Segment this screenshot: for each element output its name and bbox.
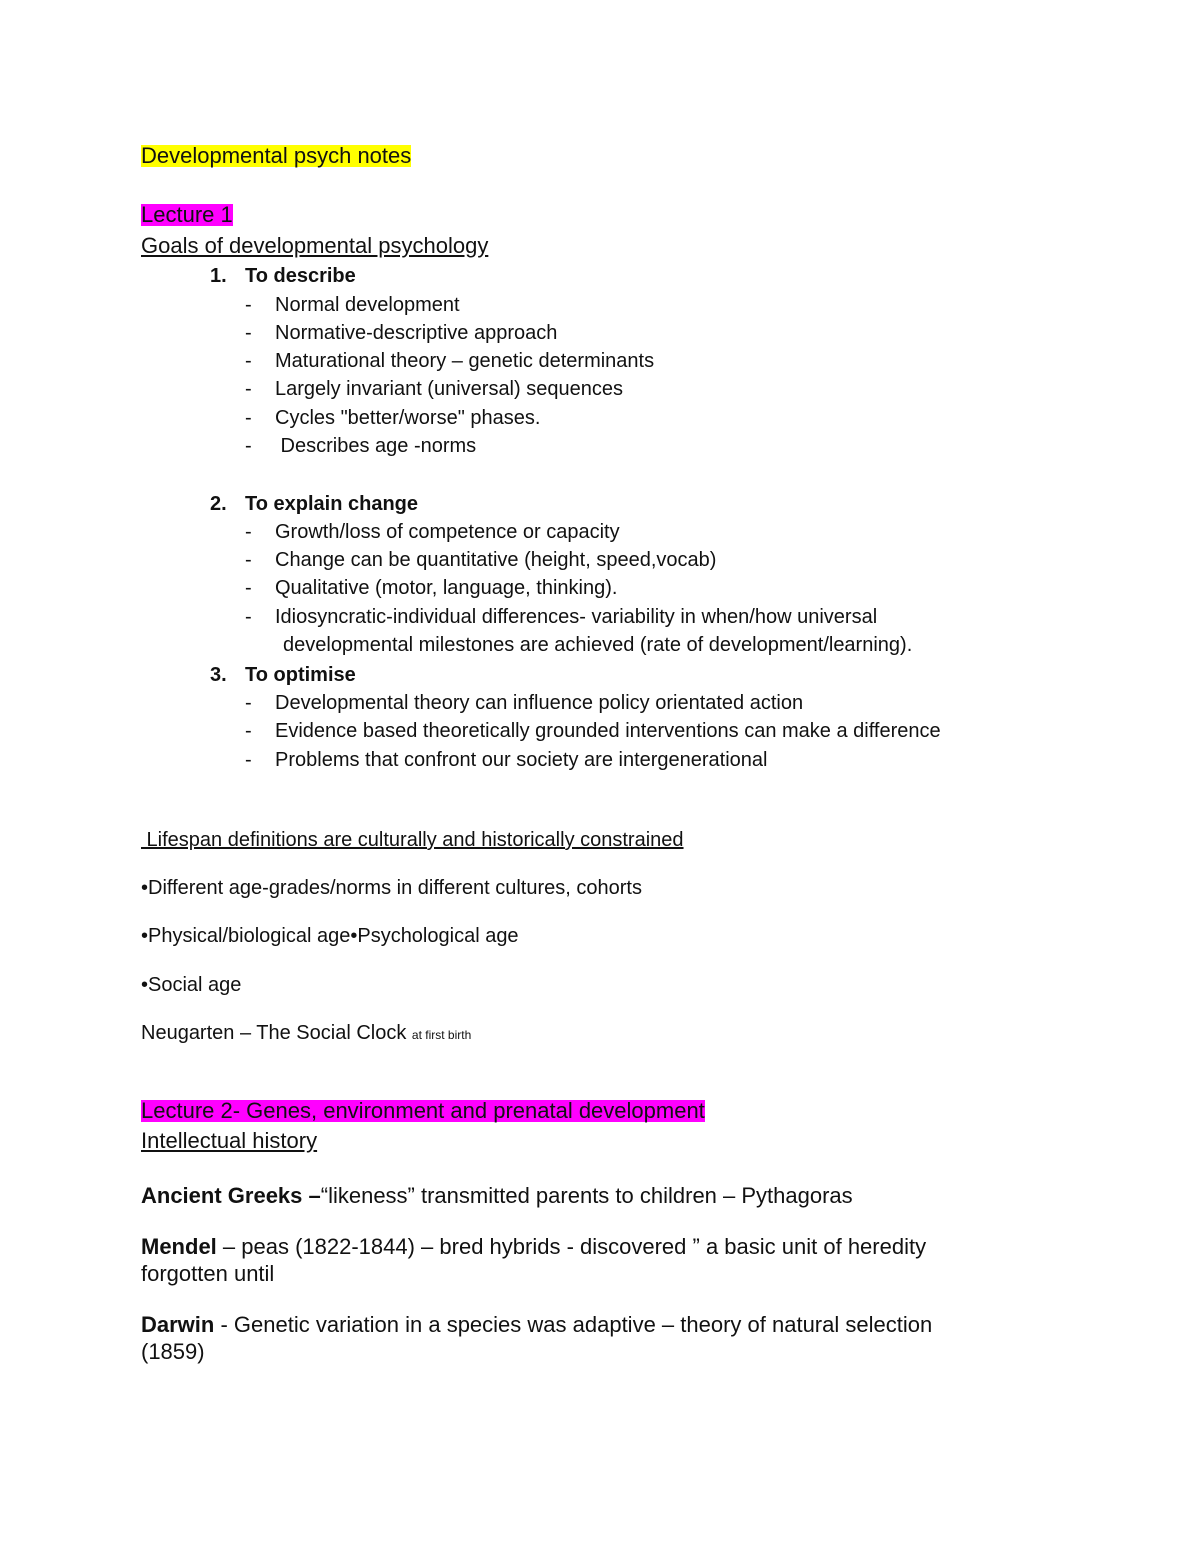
list-item: Normal development	[275, 294, 460, 316]
bullet-item: •Social age	[141, 974, 242, 996]
history-entry-mendel	[141, 1236, 926, 1258]
goal3-number: 3.	[210, 664, 227, 686]
lifespan-heading: Lifespan definitions are culturally and historically constrained	[141, 829, 684, 851]
list-dash: -	[245, 720, 252, 742]
lecture2-subheading: Intellectual history	[141, 1128, 318, 1153]
entry-text: - Genetic variation in a species was adaptive – theory of natural selection	[214, 1312, 933, 1337]
neugarten-text: Neugarten – The Social Clock	[141, 1022, 412, 1044]
neugarten-line	[141, 1023, 471, 1043]
list-item: Developmental theory can influence policy orientated action	[275, 692, 804, 714]
list-item: Maturational theory – genetic determinants	[275, 350, 655, 372]
entry-name: Darwin	[141, 1312, 215, 1337]
list-dash: -	[245, 294, 252, 316]
list-item: Growth/loss of competence or capacity	[275, 521, 620, 543]
goal2-number: 2.	[210, 493, 227, 515]
list-dash: -	[245, 322, 252, 344]
goal3-title: To optimise	[245, 664, 356, 686]
list-item: Cycles "better/worse" phases.	[275, 407, 541, 429]
goal2-title: To explain change	[245, 493, 418, 515]
doc-title: Developmental psych notes	[141, 143, 412, 168]
entry-name: Mendel	[141, 1234, 217, 1259]
list-dash: -	[245, 350, 252, 372]
list-dash: -	[245, 606, 252, 628]
list-item-continuation: developmental milestones are achieved (rate of development/learning).	[283, 634, 913, 656]
neugarten-note: at first birth	[411, 1028, 472, 1042]
entry-name: Ancient Greeks –	[141, 1183, 321, 1208]
list-item: Problems that confront our society are intergenerational	[275, 749, 768, 771]
list-dash: -	[245, 378, 252, 400]
list-dash: -	[245, 549, 252, 571]
list-dash: -	[245, 577, 252, 599]
history-entry-greeks	[141, 1185, 853, 1207]
lecture1-subheading: Goals of developmental psychology	[141, 233, 489, 258]
list-item: Describes age -norms	[275, 435, 477, 457]
list-item: Qualitative (motor, language, thinking).	[275, 577, 618, 599]
goal1-number: 1.	[210, 265, 227, 287]
list-dash: -	[245, 407, 252, 429]
lecture2-heading: Lecture 2- Genes, environment and prenatal development	[141, 1098, 705, 1123]
list-item: Normative-descriptive approach	[275, 322, 558, 344]
goal1-title: To describe	[245, 265, 356, 287]
list-dash: -	[245, 749, 252, 771]
entry-text: “likeness” transmitted parents to children – Pythagoras	[320, 1183, 853, 1208]
entry-text-continuation: (1859)	[141, 1339, 205, 1364]
list-dash: -	[245, 692, 252, 714]
bullet-item: •Physical/biological age•Psychological age	[141, 925, 519, 947]
entry-text: – peas (1822-1844) – bred hybrids - discovered ” a basic unit of heredity	[216, 1234, 927, 1259]
list-dash: -	[245, 435, 252, 457]
list-item: Change can be quantitative (height, speed,vocab)	[275, 549, 717, 571]
list-item: Largely invariant (universal) sequences	[275, 378, 623, 400]
list-item: Evidence based theoretically grounded interventions can make a difference	[275, 720, 941, 742]
list-dash: -	[245, 521, 252, 543]
bullet-item: •Different age-grades/norms in different cultures, cohorts	[141, 877, 642, 899]
entry-text-continuation: forgotten until	[141, 1261, 275, 1286]
lecture1-heading: Lecture 1	[141, 202, 233, 227]
history-entry-darwin	[141, 1314, 932, 1336]
list-item: Idiosyncratic-individual differences- variability in when/how universal	[275, 606, 878, 628]
